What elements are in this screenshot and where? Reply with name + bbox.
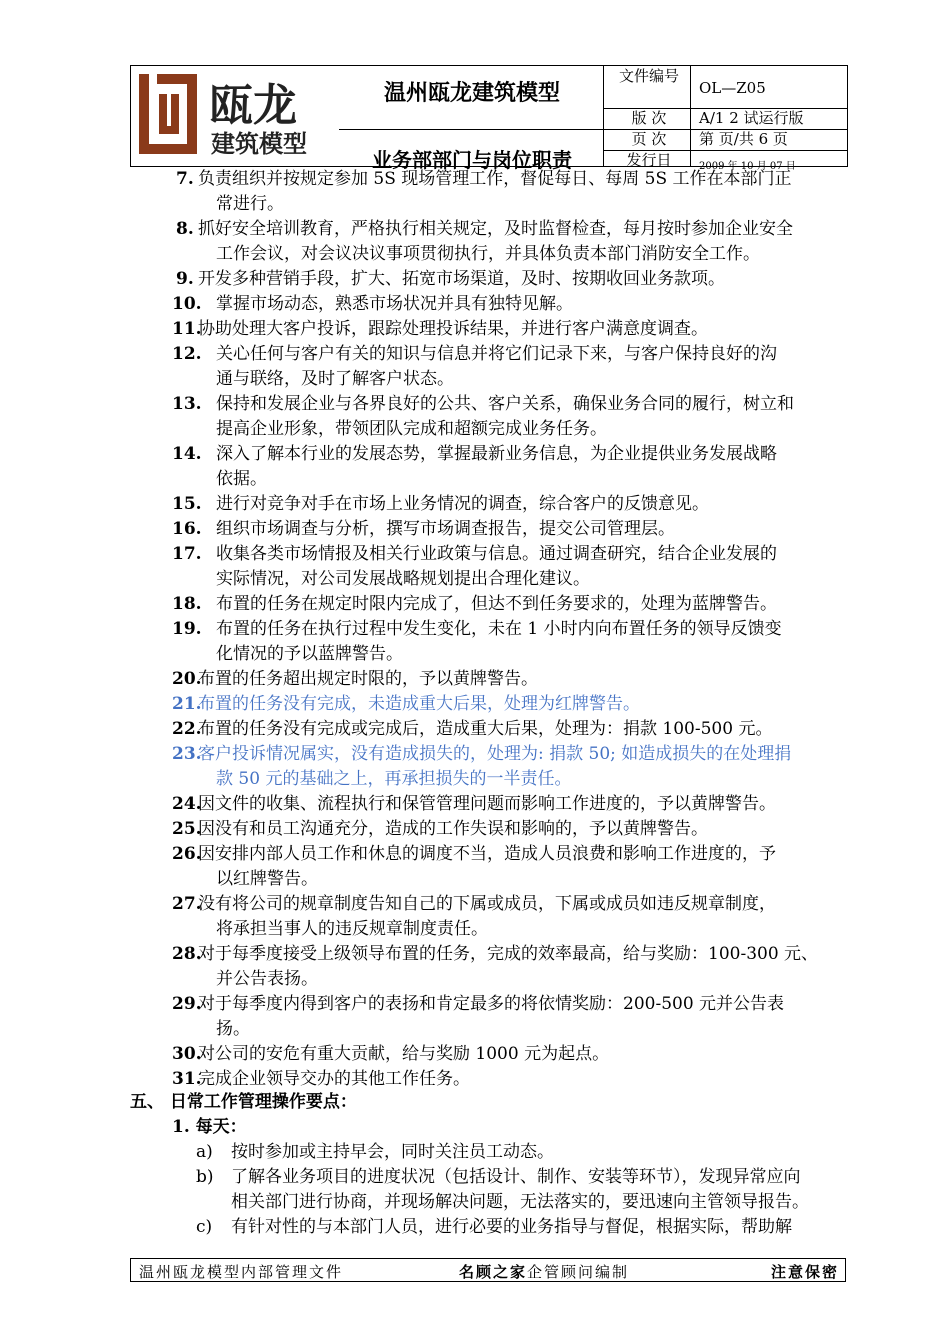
list-item-number: 19.: [172, 619, 202, 639]
list-item: [0, 492, 900, 517]
list-item-text: 布置的任务在规定时限内完成了，但达不到任务要求的，处理为蓝牌警告。: [216, 594, 777, 614]
list-item-text: 收集各类市场情报及相关行业政策与信息。通过调查研究，结合企业发展的: [216, 544, 777, 564]
list-item-number: 10.: [172, 294, 202, 314]
list-item-text: 布置的任务超出规定时限的，予以黄牌警告。: [198, 669, 538, 689]
list-item: [0, 167, 900, 217]
list-item: [0, 267, 900, 292]
list-item: [0, 742, 900, 792]
list-item-text: 抓好安全培训教育，严格执行相关规定，及时监督检查，每月按时参加企业安全: [198, 219, 793, 239]
list-item-text: 工作会议，对会议决议事项贯彻执行，并具体负责本部门消防安全工作。: [216, 244, 760, 264]
daily-task-label: a): [196, 1142, 213, 1162]
list-item-number: 27.: [172, 894, 202, 914]
list-item-text: 对公司的安危有重大贡献，给与奖励 1000 元为起点。: [198, 1044, 610, 1064]
daily-task-item: [0, 1140, 900, 1165]
daily-task-text: 了解各业务项目的进度状况（包括设计、制作、安装等环节），发现异常应向: [231, 1167, 801, 1187]
list-item-text: 布置的任务没有完成或完成后，造成重大后果，处理为：捐款 100-500 元。: [198, 719, 773, 739]
daily-task-text: 有针对性的与本部门人员，进行必要的业务指导与督促，根据实际，帮助解: [231, 1217, 792, 1237]
document-footer: [130, 1258, 846, 1282]
list-item-text: 通与联络，及时了解客户状态。: [216, 369, 454, 389]
list-item-text: 客户投诉情况属实，没有造成损失的，处理为: 捐款 50; 如造成损失的在处理捐: [198, 744, 792, 764]
list-item-number: 29.: [172, 994, 202, 1014]
list-item-number: 30.: [172, 1044, 202, 1064]
field-label-page: 页 次: [631, 130, 667, 148]
section-title: 五、 日常工作管理操作要点：: [130, 1092, 357, 1112]
list-item-text: 开发多种营销手段，扩大、拓宽市场渠道，及时、按期收回业务款项。: [198, 269, 725, 289]
list-item: [0, 667, 900, 692]
list-item-number: 14.: [172, 444, 202, 464]
list-item: [0, 392, 900, 442]
list-item: [0, 342, 900, 392]
field-label-doc-number: 文件编号: [618, 67, 679, 85]
list-item-text: 扬。: [216, 1019, 250, 1039]
document-title: 业务部部门与岗位职责: [372, 148, 572, 172]
subsection-title: 1. 每天：: [172, 1117, 247, 1137]
list-item-number: 9.: [176, 269, 194, 289]
daily-task-label: c): [196, 1217, 213, 1237]
daily-task-text: 相关部门进行协商，并现场解决问题，无法落实的，要迅速向主管领导报告。: [231, 1192, 809, 1212]
field-label-version: 版 次: [631, 109, 667, 127]
list-item-number: 28.: [172, 944, 202, 964]
list-item-text: 常进行。: [216, 194, 284, 214]
list-item: [0, 592, 900, 617]
list-item-text: 布置的任务没有完成，未造成重大后果，处理为红牌警告。: [198, 694, 640, 714]
list-item-text: 深入了解本行业的发展态势，掌握最新业务信息，为企业提供业务发展战略: [216, 444, 777, 464]
list-item-text: 协助处理大客户投诉，跟踪处理投诉结果，并进行客户满意度调查。: [198, 319, 708, 339]
list-item: [0, 617, 900, 667]
list-item-number: 31.: [172, 1069, 202, 1089]
footer-middle-bold: 名顾之家: [459, 1263, 528, 1281]
document-header: [130, 65, 848, 172]
list-item-text: 组织市场调查与分析，撰写市场调查报告，提交公司管理层。: [216, 519, 675, 539]
daily-task-item: [0, 1215, 900, 1240]
list-item-text: 进行对竞争对手在市场上业务情况的调查，综合客户的反馈意见。: [216, 494, 709, 514]
list-item-number: 18.: [172, 594, 202, 614]
list-item-text: 将承担当事人的违反规章制度责任。: [216, 919, 488, 939]
list-item: [0, 442, 900, 492]
logo-text-top: 瓯龙: [209, 80, 297, 131]
footer-right: 注意保密: [770, 1263, 839, 1281]
list-item: [0, 317, 900, 342]
list-item-text: 保持和发展企业与各界良好的公共、客户关系，确保业务合同的履行，树立和: [216, 394, 794, 414]
footer-left: 温州瓯龙模型内部管理文件: [139, 1263, 344, 1281]
list-item-number: 13.: [172, 394, 202, 414]
list-item: [0, 1042, 900, 1067]
list-item: [0, 1067, 900, 1092]
daily-task-text: 按时参加或主持早会，同时关注员工动态。: [231, 1142, 554, 1162]
field-value-issue-date: 2009 年 10 月 07 日: [699, 161, 796, 172]
list-item-number: 17.: [172, 544, 202, 564]
footer-middle: [459, 1261, 629, 1282]
list-item-text: 并公告表扬。: [216, 969, 318, 989]
list-item-text: 掌握市场动态，熟悉市场状况并具有独特见解。: [216, 294, 573, 314]
list-item-text: 因安排内部人员工作和休息的调度不当，造成人员浪费和影响工作进度的，予: [198, 844, 776, 864]
daily-task-item: [0, 1165, 900, 1215]
list-item-number: 8.: [176, 219, 194, 239]
field-value-version: A/1 2 试运行版: [699, 109, 804, 127]
list-item: [0, 692, 900, 717]
list-item-number: 23.: [172, 744, 202, 764]
list-item-number: 15.: [172, 494, 202, 514]
list-item: [0, 842, 900, 892]
company-logo: [137, 72, 327, 160]
list-item-text: 因没有和员工沟通充分，造成的工作失误和影响的，予以黄牌警告。: [198, 819, 708, 839]
list-item-text: 以红牌警告。: [216, 869, 318, 889]
list-item-number: 25.: [172, 819, 202, 839]
daily-task-label: b): [196, 1167, 214, 1187]
field-label-issue-date: 发行日: [626, 151, 672, 169]
list-item-text: 因文件的收集、流程执行和保管管理问题而影响工作进度的，予以黄牌警告。: [198, 794, 776, 814]
list-item-text: 化情况的予以蓝牌警告。: [216, 644, 403, 664]
list-item: [0, 992, 900, 1042]
list-item-number: 26.: [172, 844, 202, 864]
list-item-number: 12.: [172, 344, 202, 364]
list-item: [0, 217, 900, 267]
list-item-text: 没有将公司的规章制度告知自己的下属或成员，下属或成员如违反规章制度，: [198, 894, 776, 914]
list-item-number: 20.: [172, 669, 202, 689]
list-item-number: 11.: [172, 319, 202, 339]
list-item: [0, 517, 900, 542]
list-item: [0, 892, 900, 942]
field-value-page: 第 页/共 6 页: [699, 130, 788, 148]
list-item: [0, 292, 900, 317]
list-item: [0, 792, 900, 817]
list-item-text: 提高企业形象，带领团队完成和超额完成业务任务。: [216, 419, 607, 439]
company-name: 温州瓯龙建筑模型: [383, 81, 560, 106]
footer-middle-rest: 企管顾问编制: [527, 1263, 630, 1281]
list-item: [0, 717, 900, 742]
logo-text-bottom: 建筑模型: [211, 130, 307, 158]
list-item: [0, 942, 900, 992]
list-item: [0, 542, 900, 592]
list-item-text: 实际情况，对公司发展战略规划提出合理化建议。: [216, 569, 590, 589]
list-item-number: 16.: [172, 519, 202, 539]
list-item-text: 布置的任务在执行过程中发生变化，未在 1 小时内向布置任务的领导反馈变: [216, 619, 782, 639]
list-item-text: 依据。: [216, 469, 267, 489]
list-item-text: 对于每季度内得到客户的表扬和肯定最多的将依情奖励：200-500 元并公告表: [198, 994, 785, 1014]
list-item-text: 款 50 元的基础之上，再承担损失的一半责任。: [216, 769, 572, 789]
list-item-text: 关心任何与客户有关的知识与信息并将它们记录下来，与客户保持良好的沟: [216, 344, 777, 364]
list-item-text: 对于每季度接受上级领导布置的任务，完成的效率最高，给与奖励：100-300 元、: [198, 944, 819, 964]
list-item-number: 21.: [172, 694, 202, 714]
list-item-text: 完成企业领导交办的其他工作任务。: [198, 1069, 470, 1089]
list-item-number: 24.: [172, 794, 202, 814]
list-item-text: 负责组织并按规定参加 5S 现场管理工作，督促每日、每周 5S 工作在本部门正: [198, 169, 792, 189]
field-value-doc-number: OL—Z05: [699, 79, 766, 97]
list-item-number: 22.: [172, 719, 202, 739]
list-item-number: 7.: [176, 169, 194, 189]
list-item: [0, 817, 900, 842]
